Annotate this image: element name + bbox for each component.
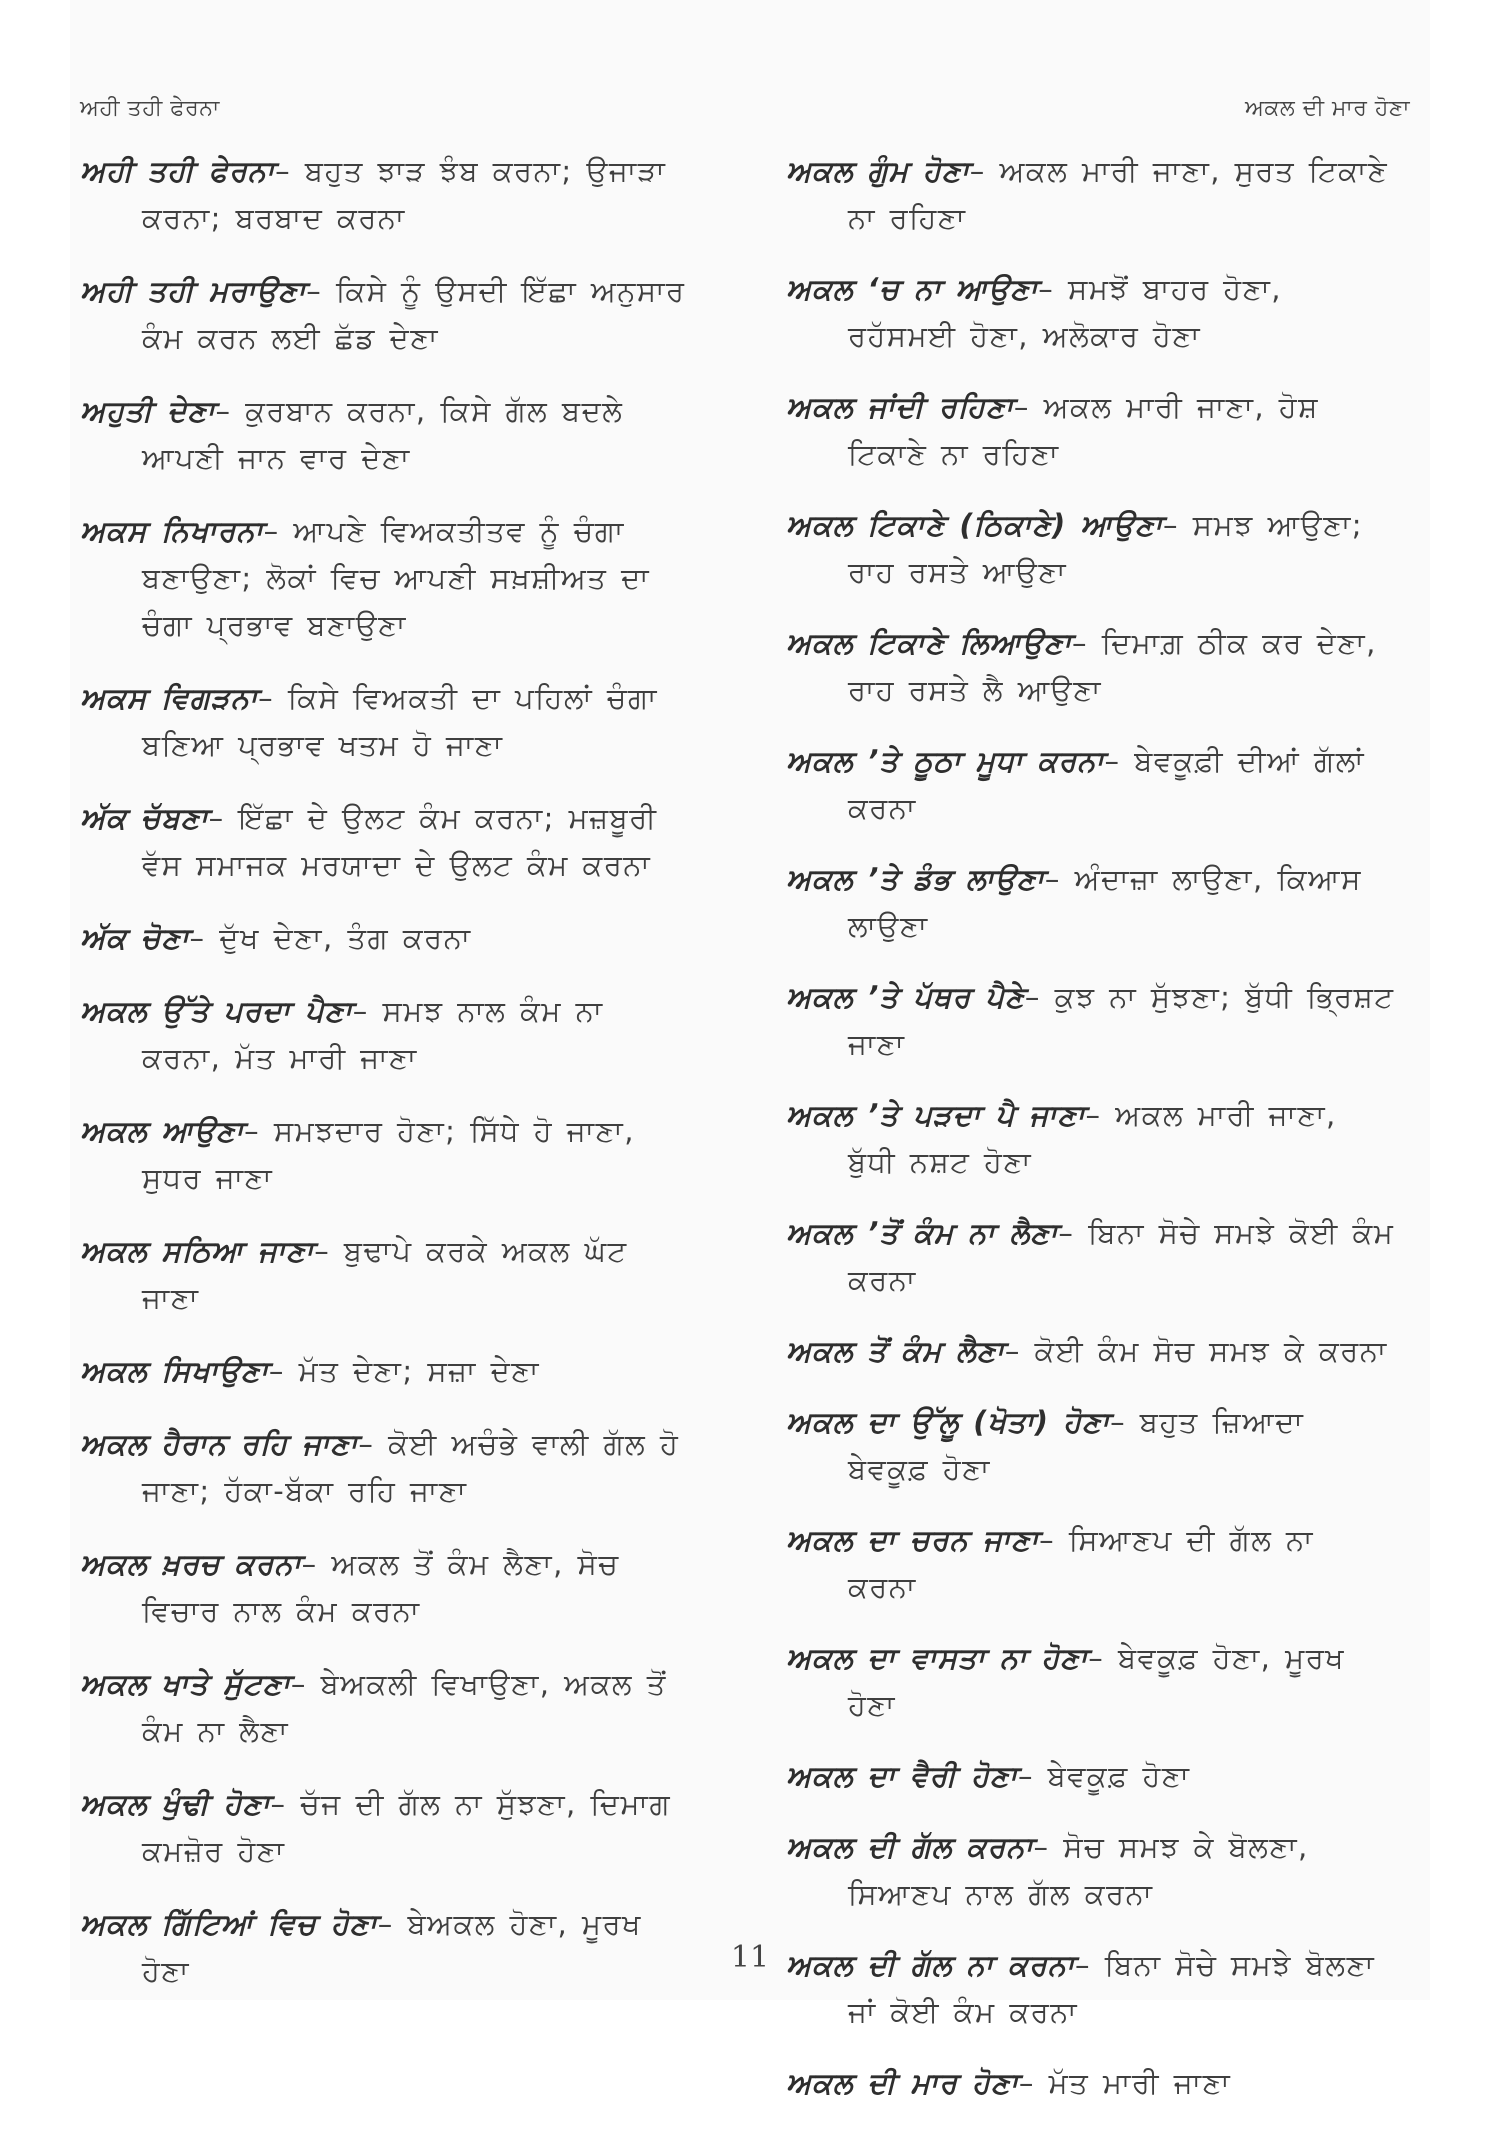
left-column: [80, 148, 690, 2021]
dictionary-entry: ਅਕਲ ਤੋਂ ਕੰਮ ਲੈਣਾ– ਕੋਈ ਕੰਮ ਸੋਚ ਸਮਝ ਕੇ ਕਰਨਾ: [786, 1334, 1388, 1368]
entry-term: ਅਕਲ ਆਉਣਾ: [80, 1114, 245, 1148]
dictionary-entry: ਅਹੀ ਤਹੀ ਫੇਰਨਾ– ਬਹੁਤ ਝਾੜ ਝੰਬ ਕਰਨਾ; ਉਜਾੜਾ ਕਰਨਾ; ਬਰਬਾਦ ਕਰਨਾ: [80, 154, 667, 235]
dictionary-entry: ਅਕਲ ਦੀ ਗੱਲ ਕਰਨਾ– ਸੋਚ ਸਮਝ ਕੇ ਬੋਲਣਾ, ਸਿਆਣਪ ਨਾਲ ਗੱਲ ਕਰਨਾ: [786, 1830, 1309, 1911]
entry-term: ਅਕਲ ਜਾਂਦੀ ਰਹਿਣਾ: [786, 390, 1014, 424]
entry-term: ਅਕਲ ਟਿਕਾਣੇ ਲਿਆਉਣਾ: [786, 626, 1073, 660]
entry-definition: ਅਕਲ ਤੋਂ ਕੰਮ ਲੈਣਾ, ਸੋਚ ਵਿਚਾਰ ਨਾਲ ਕੰਮ ਕਰਨਾ: [142, 1547, 620, 1628]
entry-definition: ਸਮਝੋਂ ਬਾਹਰ ਹੋਣਾ, ਰਹੱਸਮਈ ਹੋਣਾ, ਅਲੋਕਾਰ ਹੋਣਾ: [848, 272, 1282, 353]
entry-definition: ਕੁਝ ਨਾ ਸੁੱਝਣਾ; ਬੁੱਧੀ ਭ੍ਰਿਸ਼ਟ ਜਾਣਾ: [848, 980, 1395, 1061]
entry-term: ਅਕਸ ਵਿਗੜਨਾ: [80, 681, 259, 715]
entry-definition: ਦੁੱਖ ਦੇਣਾ, ਤੰਗ ਕਰਨਾ: [219, 921, 472, 955]
entry-term: ਅਕਲ ’ਤੇ ਠੂਠਾ ਮੂਧਾ ਕਰਨਾ: [786, 744, 1105, 778]
dictionary-entry: ਅਕਲ ਦਾ ਉੱਲੂ (ਖੋਤਾ) ਹੋਣਾ– ਬਹੁਤ ਜ਼ਿਆਦਾ ਬੇਵਕੂਫ਼ ਹੋਣਾ: [786, 1405, 1305, 1486]
dictionary-entry: ਅਕਲ ’ਤੋਂ ਕੰਮ ਨਾ ਲੈਣਾ– ਬਿਨਾ ਸੋਚੇ ਸਮਝੇ ਕੋਈ ਕੰਮ ਕਰਨਾ: [786, 1216, 1395, 1297]
dictionary-entry: ਅਕਲ ਟਿਕਾਣੇ ਲਿਆਉਣਾ– ਦਿਮਾਗ਼ ਠੀਕ ਕਰ ਦੇਣਾ, ਰਾਹ ਰਸਤੇ ਲੈ ਆਉਣਾ: [786, 626, 1377, 707]
dictionary-entry: ਅਕਲ ਉੱਤੇ ਪਰਦਾ ਪੈਣਾ– ਸਮਝ ਨਾਲ ਕੰਮ ਨਾ ਕਰਨਾ, ਮੱਤ ਮਾਰੀ ਜਾਣਾ: [80, 994, 604, 1075]
entry-definition: ਕਿਸੇ ਵਿਅਕਤੀ ਦਾ ਪਹਿਲਾਂ ਚੰਗਾ ਬਣਿਆ ਪ੍ਰਭਾਵ ਖਤਮ ਹੋ ਜਾਣਾ: [142, 681, 658, 762]
entry-definition: ਅਕਲ ਮਾਰੀ ਜਾਣਾ, ਬੁੱਧੀ ਨਸ਼ਟ ਹੋਣਾ: [848, 1098, 1337, 1179]
entry-definition: ਬੇਵਕੂਫ਼ ਹੋਣਾ, ਮੂਰਖ ਹੋਣਾ: [848, 1641, 1346, 1722]
entry-term: ਅਕਲ ਦੀ ਗੱਲ ਨਾ ਕਰਨਾ: [786, 1948, 1076, 1982]
dictionary-entry: ਅਕਲ ’ਤੇ ਪੜਦਾ ਪੈ ਜਾਣਾ– ਅਕਲ ਮਾਰੀ ਜਾਣਾ, ਬੁੱਧੀ ਨਸ਼ਟ ਹੋਣਾ: [786, 1098, 1337, 1179]
dictionary-entry: ਅਕਲ ‘ਚ ਨਾ ਆਉਣਾ– ਸਮਝੋਂ ਬਾਹਰ ਹੋਣਾ, ਰਹੱਸਮਈ ਹੋਣਾ, ਅਲੋਕਾਰ ਹੋਣਾ: [786, 272, 1282, 353]
entry-term: ਅਕਲ ਹੈਰਾਨ ਰਹਿ ਜਾਣਾ: [80, 1427, 359, 1461]
dictionary-entry: ਅਕਲ ਟਿਕਾਣੇ (ਠਿਕਾਣੇ) ਆਉਣਾ– ਸਮਝ ਆਉਣਾ; ਰਾਹ ਰਸਤੇ ਆਉਣਾ: [786, 508, 1364, 589]
entry-definition: ਸਮਝਦਾਰ ਹੋਣਾ; ਸਿੱਧੇ ਹੋ ਜਾਣਾ, ਸੁਧਰ ਜਾਣਾ: [142, 1114, 635, 1195]
entry-term: ਅੱਕ ਚੋਣਾ: [80, 921, 190, 955]
entry-definition: ਅੰਦਾਜ਼ਾ ਲਾਉਣਾ, ਕਿਆਸ ਲਾਉਣਾ: [848, 862, 1362, 943]
dictionary-entry: ਅਕਲ ਸਠਿਆ ਜਾਣਾ– ਬੁਢਾਪੇ ਕਰਕੇ ਅਕਲ ਘੱਟ ਜਾਣਾ: [80, 1234, 628, 1315]
entry-definition: ਬੇਅਕਲ ਹੋਣਾ, ਮੂਰਖ ਹੋਣਾ: [142, 1907, 642, 1988]
entry-definition: ਕਿਸੇ ਨੂੰ ਉਸਦੀ ਇੱਛਾ ਅਨੁਸਾਰ ਕੰਮ ਕਰਨ ਲਈ ਛੱਡ ਦੇਣਾ: [142, 274, 686, 355]
dictionary-entry: ਅਕਲ ਦਾ ਵੈਰੀ ਹੋਣਾ– ਬੇਵਕੂਫ਼ ਹੋਣਾ: [786, 1759, 1191, 1793]
dictionary-entry: ਅਕਲ ’ਤੇ ਠੂਠਾ ਮੂਧਾ ਕਰਨਾ– ਬੇਵਕੂਫ਼ੀ ਦੀਆਂ ਗੱਲਾਂ ਕਰਨਾ: [786, 744, 1366, 825]
entry-definition: ਅਕਲ ਮਾਰੀ ਜਾਣਾ, ਹੋਸ਼ ਟਿਕਾਣੇ ਨਾ ਰਹਿਣਾ: [848, 390, 1319, 471]
dictionary-entry: ਅਕਲ ਗੁੰਮ ਹੋਣਾ– ਅਕਲ ਮਾਰੀ ਜਾਣਾ, ਸੁਰਤ ਟਿਕਾਣੇ ਨਾ ਰਹਿਣਾ: [786, 154, 1389, 235]
entry-definition: ਅਕਲ ਮਾਰੀ ਜਾਣਾ, ਸੁਰਤ ਟਿਕਾਣੇ ਨਾ ਰਹਿਣਾ: [848, 154, 1389, 235]
dictionary-entry: ਅਕਸ ਨਿਖਾਰਨਾ– ਆਪਣੇ ਵਿਅਕਤੀਤਵ ਨੂੰ ਚੰਗਾ ਬਣਾਉਣਾ; ਲੋਕਾਂ ਵਿਚ ਆਪਣੀ ਸਖ਼ਸ਼ੀਅਤ ਦਾ ਚੰਗਾ ਪ੍ਰਭਾਵ ਬਣਾਉਣਾ: [80, 514, 651, 642]
dictionary-entry: ਅਕਲ ਹੈਰਾਨ ਰਹਿ ਜਾਣਾ– ਕੋਈ ਅਚੰਭੇ ਵਾਲੀ ਗੱਲ ਹੋ ਜਾਣਾ; ਹੱਕਾ-ਬੱਕਾ ਰਹਿ ਜਾਣਾ: [80, 1427, 680, 1508]
entry-term: ਅਕਲ ਦਾ ਉੱਲੂ (ਖੋਤਾ) ਹੋਣਾ: [786, 1405, 1111, 1439]
dictionary-entry: ਅਕਲ ਸਿਖਾਉਣਾ– ਮੱਤ ਦੇਣਾ; ਸਜ਼ਾ ਦੇਣਾ: [80, 1354, 540, 1388]
entry-definition: ਇੱਛਾ ਦੇ ਉਲਟ ਕੰਮ ਕਰਨਾ; ਮਜ਼ਬੂਰੀ ਵੱਸ ਸਮਾਜਕ ਮਰਯਾਦਾ ਦੇ ਉਲਟ ਕੰਮ ਕਰਨਾ: [142, 801, 658, 882]
entry-term: ਅਕਲ ‘ਚ ਨਾ ਆਉਣਾ: [786, 272, 1039, 306]
entry-term: ਅਕਲ ’ਤੇ ਪੜਦਾ ਪੈ ਜਾਣਾ: [786, 1098, 1086, 1132]
entry-definition: ਕੁਰਬਾਨ ਕਰਨਾ, ਕਿਸੇ ਗੱਲ ਬਦਲੇ ਆਪਣੀ ਜਾਨ ਵਾਰ ਦੇਣਾ: [142, 394, 624, 475]
entry-term: ਅਕਲ ਟਿਕਾਣੇ (ਠਿਕਾਣੇ) ਆਉਣਾ: [786, 508, 1164, 542]
entry-definition: ਬਹੁਤ ਜ਼ਿਆਦਾ ਬੇਵਕੂਫ਼ ਹੋਣਾ: [848, 1405, 1305, 1486]
entry-term: ਅਕਲ ਖਾਤੇ ਸੁੱਟਣਾ: [80, 1667, 291, 1701]
dictionary-entry: ਅਕਲ ਦਾ ਚਰਨ ਜਾਣਾ– ਸਿਆਣਪ ਦੀ ਗੱਲ ਨਾ ਕਰਨਾ: [786, 1523, 1314, 1604]
entry-definition: ਬੇਅਕਲੀ ਵਿਖਾਉਣਾ, ਅਕਲ ਤੋਂ ਕੰਮ ਨਾ ਲੈਣਾ: [142, 1667, 667, 1748]
entry-definition: ਸਮਝ ਨਾਲ ਕੰਮ ਨਾ ਕਰਨਾ, ਮੱਤ ਮਾਰੀ ਜਾਣਾ: [142, 994, 604, 1075]
entry-term: ਅਕਲ ਸਠਿਆ ਜਾਣਾ: [80, 1234, 315, 1268]
entry-term: ਅਕਲ ’ਤੇ ਪੱਥਰ ਪੈਣੇ: [786, 980, 1025, 1014]
dictionary-entry: ਅਕਲ ਦੀ ਗੱਲ ਨਾ ਕਰਨਾ– ਬਿਨਾ ਸੋਚੇ ਸਮਝੇ ਬੋਲਣਾ ਜਾਂ ਕੋਈ ਕੰਮ ਕਰਨਾ: [786, 1948, 1376, 2029]
right-column: [786, 148, 1396, 2131]
entry-term: ਅਹੁਤੀ ਦੇਣਾ: [80, 394, 216, 428]
dictionary-entry: ਅਕਲ ਗਿੱਟਿਆਂ ਵਿਚ ਹੋਣਾ– ਬੇਅਕਲ ਹੋਣਾ, ਮੂਰਖ ਹੋਣਾ: [80, 1907, 642, 1988]
entry-definition: ਮੱਤ ਮਾਰੀ ਜਾਣਾ: [1048, 2066, 1232, 2100]
dictionary-entry: ਅਕਲ ਦੀ ਮਾਰ ਹੋਣਾ– ਮੱਤ ਮਾਰੀ ਜਾਣਾ: [786, 2066, 1232, 2100]
entry-term: ਅਕਲ ਦਾ ਚਰਨ ਜਾਣਾ: [786, 1523, 1040, 1557]
entry-term: ਅਕਲ ’ਤੇ ਡੰਭ ਲਾਉਣਾ: [786, 862, 1045, 896]
entry-definition: ਕੋਈ ਕੰਮ ਸੋਚ ਸਮਝ ਕੇ ਕਰਨਾ: [1034, 1334, 1388, 1368]
dictionary-entry: ਅਕਲ ’ਤੇ ਪੱਥਰ ਪੈਣੇ– ਕੁਝ ਨਾ ਸੁੱਝਣਾ; ਬੁੱਧੀ ਭ੍ਰਿਸ਼ਟ ਜਾਣਾ: [786, 980, 1395, 1061]
dictionary-entry: ਅਕਲ ਖ਼ਰਚ ਕਰਨਾ– ਅਕਲ ਤੋਂ ਕੰਮ ਲੈਣਾ, ਸੋਚ ਵਿਚਾਰ ਨਾਲ ਕੰਮ ਕਰਨਾ: [80, 1547, 620, 1628]
entry-term: ਅਕਲ ਸਿਖਾਉਣਾ: [80, 1354, 269, 1388]
entry-definition: ਆਪਣੇ ਵਿਅਕਤੀਤਵ ਨੂੰ ਚੰਗਾ ਬਣਾਉਣਾ; ਲੋਕਾਂ ਵਿਚ ਆਪਣੀ ਸਖ਼ਸ਼ੀਅਤ ਦਾ ਚੰਗਾ ਪ੍ਰਭਾਵ ਬਣਾਉਣਾ: [142, 514, 651, 642]
entry-term: ਅਕਲ ਖ਼ਰਚ ਕਰਨਾ: [80, 1547, 302, 1581]
entry-definition: ਮੱਤ ਦੇਣਾ; ਸਜ਼ਾ ਦੇਣਾ: [298, 1354, 540, 1388]
entry-definition: ਬੇਵਕੂਫ਼ ਹੋਣਾ: [1047, 1759, 1191, 1793]
entry-definition: ਸਮਝ ਆਉਣਾ; ਰਾਹ ਰਸਤੇ ਆਉਣਾ: [848, 508, 1364, 589]
dictionary-entry: ਅਕਸ ਵਿਗੜਨਾ– ਕਿਸੇ ਵਿਅਕਤੀ ਦਾ ਪਹਿਲਾਂ ਚੰਗਾ ਬਣਿਆ ਪ੍ਰਭਾਵ ਖਤਮ ਹੋ ਜਾਣਾ: [80, 681, 658, 762]
entry-definition: ਬਿਨਾ ਸੋਚੇ ਸਮਝੇ ਕੋਈ ਕੰਮ ਕਰਨਾ: [848, 1216, 1395, 1297]
entry-term: ਅੱਕ ਚੱਬਣਾ: [80, 801, 209, 835]
dictionary-entry: ਅੱਕ ਚੱਬਣਾ– ਇੱਛਾ ਦੇ ਉਲਟ ਕੰਮ ਕਰਨਾ; ਮਜ਼ਬੂਰੀ ਵੱਸ ਸਮਾਜਕ ਮਰਯਾਦਾ ਦੇ ਉਲਟ ਕੰਮ ਕਰਨਾ: [80, 801, 658, 882]
entry-term: ਅਕਲ ਤੋਂ ਕੰਮ ਲੈਣਾ: [786, 1334, 1005, 1368]
entry-definition: ਬਿਨਾ ਸੋਚੇ ਸਮਝੇ ਬੋਲਣਾ ਜਾਂ ਕੋਈ ਕੰਮ ਕਰਨਾ: [848, 1948, 1376, 2029]
entry-definition: ਸੋਚ ਸਮਝ ਕੇ ਬੋਲਣਾ, ਸਿਆਣਪ ਨਾਲ ਗੱਲ ਕਰਨਾ: [848, 1830, 1309, 1911]
entry-term: ਅਕਲ ਦੀ ਗੱਲ ਕਰਨਾ: [786, 1830, 1034, 1864]
entry-definition: ਬਹੁਤ ਝਾੜ ਝੰਬ ਕਰਨਾ; ਉਜਾੜਾ ਕਰਨਾ; ਬਰਬਾਦ ਕਰਨਾ: [142, 154, 667, 235]
entry-term: ਅਕਲ ਗਿੱਟਿਆਂ ਵਿਚ ਹੋਣਾ: [80, 1907, 378, 1941]
entry-term: ਅਕਸ ਨਿਖਾਰਨਾ: [80, 514, 264, 548]
dictionary-entry: ਅੱਕ ਚੋਣਾ– ਦੁੱਖ ਦੇਣਾ, ਤੰਗ ਕਰਨਾ: [80, 921, 472, 955]
running-head-right: ਅਕਲ ਦੀ ਮਾਰ ਹੋਣਾ: [1245, 96, 1410, 121]
dictionary-entry: ਅਹੀ ਤਹੀ ਮਰਾਉਣਾ– ਕਿਸੇ ਨੂੰ ਉਸਦੀ ਇੱਛਾ ਅਨੁਸਾਰ ਕੰਮ ਕਰਨ ਲਈ ਛੱਡ ਦੇਣਾ: [80, 274, 686, 355]
entry-definition: ਕੋਈ ਅਚੰਭੇ ਵਾਲੀ ਗੱਲ ਹੋ ਜਾਣਾ; ਹੱਕਾ-ਬੱਕਾ ਰਹਿ ਜਾਣਾ: [142, 1427, 680, 1508]
dictionary-entry: ਅਕਲ ਦਾ ਵਾਸਤਾ ਨਾ ਹੋਣਾ– ਬੇਵਕੂਫ਼ ਹੋਣਾ, ਮੂਰਖ ਹੋਣਾ: [786, 1641, 1346, 1722]
dictionary-entry: ਅਕਲ ਆਉਣਾ– ਸਮਝਦਾਰ ਹੋਣਾ; ਸਿੱਧੇ ਹੋ ਜਾਣਾ, ਸੁਧਰ ਜਾਣਾ: [80, 1114, 635, 1195]
entry-term: ਅਕਲ ਦਾ ਵੈਰੀ ਹੋਣਾ: [786, 1759, 1018, 1793]
entry-definition: ਸਿਆਣਪ ਦੀ ਗੱਲ ਨਾ ਕਰਨਾ: [848, 1523, 1314, 1604]
dictionary-entry: ਅਹੁਤੀ ਦੇਣਾ– ਕੁਰਬਾਨ ਕਰਨਾ, ਕਿਸੇ ਗੱਲ ਬਦਲੇ ਆਪਣੀ ਜਾਨ ਵਾਰ ਦੇਣਾ: [80, 394, 624, 475]
running-head-left: ਅਹੀ ਤਹੀ ਫੇਰਨਾ: [80, 96, 220, 121]
entry-definition: ਚੱਜ ਦੀ ਗੱਲ ਨਾ ਸੁੱਝਣਾ, ਦਿਮਾਗ ਕਮਜ਼ੋਰ ਹੋਣਾ: [142, 1787, 672, 1868]
entry-definition: ਦਿਮਾਗ਼ ਠੀਕ ਕਰ ਦੇਣਾ, ਰਾਹ ਰਸਤੇ ਲੈ ਆਉਣਾ: [848, 626, 1377, 707]
page-number: 11: [730, 1940, 770, 1975]
entry-term: ਅਹੀ ਤਹੀ ਫੇਰਨਾ: [80, 154, 276, 188]
dictionary-entry: ਅਕਲ ਜਾਂਦੀ ਰਹਿਣਾ– ਅਕਲ ਮਾਰੀ ਜਾਣਾ, ਹੋਸ਼ ਟਿਕਾਣੇ ਨਾ ਰਹਿਣਾ: [786, 390, 1319, 471]
entry-term: ਅਕਲ ਦੀ ਮਾਰ ਹੋਣਾ: [786, 2066, 1019, 2100]
dictionary-entry: ਅਕਲ ਖੁੰਢੀ ਹੋਣਾ– ਚੱਜ ਦੀ ਗੱਲ ਨਾ ਸੁੱਝਣਾ, ਦਿਮਾਗ ਕਮਜ਼ੋਰ ਹੋਣਾ: [80, 1787, 672, 1868]
entry-term: ਅਕਲ ’ਤੋਂ ਕੰਮ ਨਾ ਲੈਣਾ: [786, 1216, 1059, 1250]
entry-term: ਅਹੀ ਤਹੀ ਮਰਾਉਣਾ: [80, 274, 307, 308]
entry-term: ਅਕਲ ਖੁੰਢੀ ਹੋਣਾ: [80, 1787, 271, 1821]
entry-definition: ਬੇਵਕੂਫ਼ੀ ਦੀਆਂ ਗੱਲਾਂ ਕਰਨਾ: [848, 744, 1366, 825]
dictionary-entry: ਅਕਲ ਖਾਤੇ ਸੁੱਟਣਾ– ਬੇਅਕਲੀ ਵਿਖਾਉਣਾ, ਅਕਲ ਤੋਂ ਕੰਮ ਨਾ ਲੈਣਾ: [80, 1667, 667, 1748]
dictionary-entry: ਅਕਲ ’ਤੇ ਡੰਭ ਲਾਉਣਾ– ਅੰਦਾਜ਼ਾ ਲਾਉਣਾ, ਕਿਆਸ ਲਾਉਣਾ: [786, 862, 1362, 943]
entry-term: ਅਕਲ ਉੱਤੇ ਪਰਦਾ ਪੈਣਾ: [80, 994, 353, 1028]
entry-term: ਅਕਲ ਦਾ ਵਾਸਤਾ ਨਾ ਹੋਣਾ: [786, 1641, 1089, 1675]
entry-term: ਅਕਲ ਗੁੰਮ ਹੋਣਾ: [786, 154, 970, 188]
entry-definition: ਬੁਢਾਪੇ ਕਰਕੇ ਅਕਲ ਘੱਟ ਜਾਣਾ: [142, 1234, 628, 1315]
